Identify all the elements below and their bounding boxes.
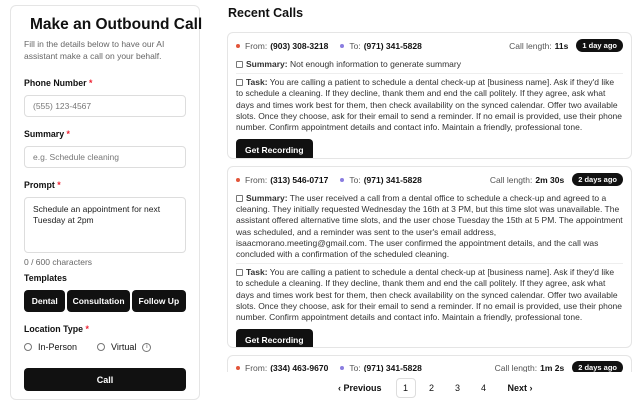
- location-options: [24, 342, 186, 352]
- summary-section: [236, 56, 623, 73]
- location-label: Location Type *: [24, 324, 89, 334]
- task-section: [236, 263, 623, 326]
- call-age-badge: 1 day ago: [576, 39, 623, 52]
- to-label: To:: [349, 40, 361, 51]
- task-label: Task:: [246, 267, 268, 278]
- task-label: Task:: [246, 77, 268, 88]
- phone-label: Phone Number *: [24, 78, 93, 88]
- call-card-header: [236, 39, 623, 52]
- in-person-radio[interactable]: [24, 343, 32, 351]
- character-counter: 0 / 600 characters: [24, 257, 93, 267]
- from-number: (334) 463-9670: [270, 362, 329, 372]
- copy-icon[interactable]: [236, 195, 243, 202]
- call-length-label: Call length:: [509, 40, 552, 51]
- task-text: You are calling a patient to schedule a dental check-up at [business name]. Ask if they'd like to schedule a cleaning. If they decline, thank them and end the call politely. If they agree, ask what days and times work best for them, then check availability on the synced calendar. Offer two available slots. Once they choose, ask for their email to send a reminder. If no email is provided, use their phone number. Confirm appointment details and contact info. Maintain a friendly, professional tone.: [236, 267, 623, 323]
- copy-icon[interactable]: [236, 269, 243, 276]
- previous-page-button[interactable]: [330, 378, 390, 398]
- required-mark: *: [85, 324, 89, 334]
- summary-text: The user received a call from a dental office to schedule a check-up and agreed to a cleaning. They initially requested Wednesday the 16th at 3 PM, but this time slot was unavailable. The assistant offered alternative time slots, and the user chose Tuesday the 15th at 5 PM. The appointment was scheduled, and a reminder was sent to the user's email address, isaacmorano.meeting@gmail.com. The user confirmed the appointment details, and the call was concluded with a confirmation of the scheduled cleaning.: [236, 193, 623, 260]
- from-dot-icon: [236, 178, 240, 182]
- virtual-radio[interactable]: [97, 343, 105, 351]
- required-mark: *: [66, 129, 70, 139]
- template-dental-button[interactable]: Dental: [24, 290, 65, 312]
- outbound-call-form: [10, 5, 203, 400]
- copy-icon[interactable]: [236, 61, 243, 68]
- required-mark: *: [89, 78, 93, 88]
- chevron-left-icon: ‹: [338, 383, 344, 393]
- recent-calls-title: Recent Calls: [228, 6, 304, 20]
- from-dot-icon: [236, 366, 240, 370]
- to-label: To:: [349, 174, 361, 185]
- from-label: From:: [245, 174, 268, 185]
- summary-section: [236, 190, 623, 263]
- copy-icon[interactable]: [236, 79, 243, 86]
- call-card: [227, 166, 632, 348]
- from-number: (313) 546-0717: [270, 174, 329, 185]
- task-text: You are calling a patient to schedule a dental check-up at [business name]. Ask if they'd like to schedule a cleaning. If they decline, thank them and end the call politely. If they agree, ask what days and times work best for them, then check availability on the synced calendar. Offer two available slots. Once they choose, ask for their email to send a reminder. If no email is provided, use their phone number. Confirm appointment details and contact info. Maintain a friendly, professional tone.: [236, 77, 623, 133]
- virtual-label: Virtual: [111, 342, 137, 352]
- call-age-badge: 2 days ago: [572, 361, 623, 372]
- to-dot-icon: [340, 178, 344, 182]
- from-label: From:: [245, 40, 268, 51]
- pagination: [330, 378, 541, 398]
- page-button-3[interactable]: 3: [455, 383, 461, 393]
- from-number: (903) 308-3218: [270, 40, 329, 51]
- task-section: [236, 73, 623, 136]
- call-card-header: [236, 361, 623, 372]
- page-button-2[interactable]: 2: [429, 383, 435, 393]
- call-length-label: Call length:: [489, 174, 533, 185]
- summary-placeholder: e.g. Schedule cleaning: [33, 152, 120, 162]
- call-age-badge: 2 days ago: [572, 173, 623, 186]
- templates-label: Templates: [24, 273, 67, 283]
- in-person-label: In-Person: [38, 342, 78, 352]
- call-length-value: 1m 2s: [540, 362, 565, 372]
- required-mark: *: [57, 180, 61, 190]
- to-dot-icon: [340, 44, 344, 48]
- page-button-4[interactable]: 4: [481, 383, 487, 393]
- template-follow-up-button[interactable]: Follow Up: [132, 290, 186, 312]
- form-description: Fill in the details below to have our AI assistant make a call on your behalf.: [24, 39, 165, 61]
- to-label: To:: [349, 362, 361, 372]
- to-number: (971) 341-5828: [363, 362, 422, 372]
- templates-row: [24, 290, 186, 312]
- template-consultation-button[interactable]: Consultation: [67, 290, 129, 312]
- to-number: (971) 341-5828: [363, 174, 422, 185]
- summary-text: Not enough information to generate summary: [289, 59, 461, 69]
- call-length-label: Call length:: [494, 362, 538, 372]
- summary-label: Summary:: [246, 59, 288, 69]
- phone-input[interactable]: [24, 95, 186, 117]
- call-button[interactable]: Call: [24, 368, 186, 391]
- page-button-1[interactable]: 1: [396, 378, 416, 398]
- call-length-value: 11s: [554, 40, 569, 51]
- to-number: (971) 341-5828: [363, 40, 422, 51]
- call-card-header: [236, 173, 623, 186]
- chevron-right-icon: ›: [527, 383, 533, 393]
- to-dot-icon: [340, 366, 344, 370]
- previous-label: Previous: [343, 383, 382, 393]
- summary-input[interactable]: [24, 146, 186, 168]
- from-dot-icon: [236, 44, 240, 48]
- next-label: Next: [507, 383, 528, 393]
- form-title-text: Make an Outbound Call: [30, 16, 203, 33]
- get-recording-button[interactable]: Get Recording: [236, 329, 313, 348]
- summary-label: Summary *: [24, 129, 70, 139]
- summary-label: Summary:: [246, 193, 288, 203]
- call-length-value: 2m 30s: [535, 174, 565, 185]
- prompt-label: Prompt *: [24, 180, 61, 190]
- phone-placeholder: (555) 123-4567: [33, 101, 92, 111]
- next-page-button[interactable]: [500, 378, 541, 398]
- call-card: [227, 32, 632, 159]
- prompt-textarea[interactable]: Schedule an appointment for next Tuesday at 2pm: [24, 197, 186, 253]
- from-label: From:: [245, 362, 268, 372]
- call-card: [227, 355, 632, 372]
- info-icon[interactable]: i: [142, 343, 151, 352]
- form-title: [24, 16, 203, 34]
- get-recording-button[interactable]: Get Recording: [236, 139, 313, 159]
